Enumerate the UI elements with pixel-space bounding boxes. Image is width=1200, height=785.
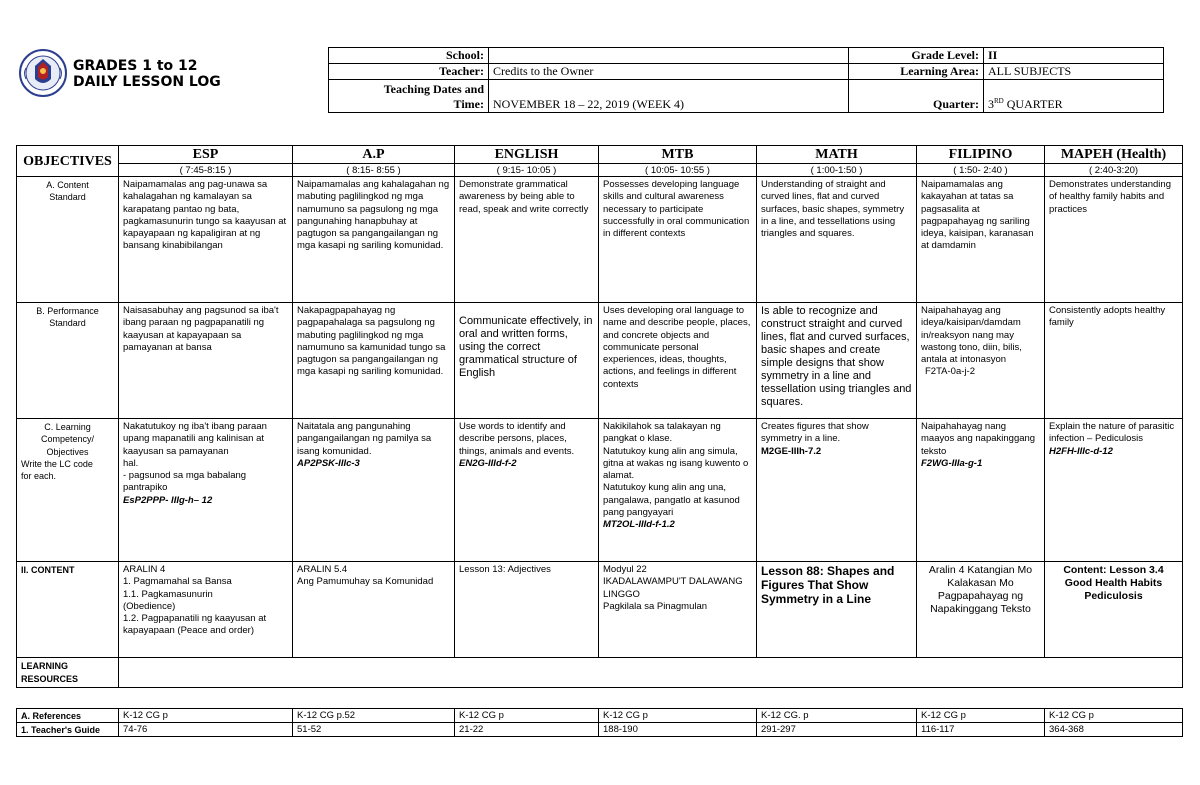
content-label: II. CONTENT <box>17 562 119 658</box>
content-mtb-line: IKADALAWAMPU'T DALAWANG LINGGO <box>603 576 743 600</box>
competency-esp-line: Nakatutukoy ng iba't ibang paraan upang mapanatili ang kalinisan at kaayusan sa pamayanan <box>123 421 267 457</box>
competency-ap-code: AP2PSK-IIIc-3 <box>297 457 360 469</box>
references-table <box>16 708 1183 737</box>
time-esp: ( 7:45-8:15 ) <box>119 164 293 177</box>
reference-ap: K-12 CG p.52 <box>293 709 455 723</box>
competency-math-code: M2GE-IIIh-7.2 <box>761 445 822 457</box>
content-math-text: Lesson 88: Shapes and Figures That Show Symmetry in a Line <box>761 564 895 606</box>
content-standard-ap: Naipamamalas ang kahalagahan ng mabuting paglilingkod ng mga namumuno sa pagsulong ng mga pangunahing hanapbuhay at pagtugon sa pangangailangan ng mga kasapi ng sariling komunidad. <box>293 177 455 303</box>
reference-math: K-12 CG. p <box>757 709 917 723</box>
performance-standard-english-text: Communicate effectively, in oral and written forms, using the correct grammatical structure of English <box>459 315 593 379</box>
competency-label-1: C. Learning <box>44 422 91 432</box>
content-standard-label <box>17 177 119 303</box>
content-esp-line: 1.1. Pagkamasunurin <box>123 588 213 600</box>
quarter-number: 3 <box>988 97 994 111</box>
competency-label-2: Competency/ <box>40 434 95 445</box>
guide-english: 21-22 <box>455 723 599 737</box>
content-standard-label-2: Standard <box>49 192 86 203</box>
competency-math-text: Creates figures that show symmetry in a line. <box>761 421 869 445</box>
time-english: ( 9:15- 10:05 ) <box>455 164 599 177</box>
content-standard-esp: Naipamamalas ang pag-unawa sa kahalagahan ng kamalayan sa karapatang pantao ng bata, pagkamasunurin tungo sa kaayusan at kapayapaan ng kapaligiran at ng bansang kinabibilangan <box>119 177 293 303</box>
competency-filipino-text: Naipahahayag nang maayos ang napakinggang teksto <box>921 421 1036 457</box>
subject-mtb: MTB <box>599 146 757 164</box>
performance-standard-esp: Naisasabuhay ang pagsunod sa iba't ibang paraan ng pagpapanatili ng kaayusan at kapayapaan sa pamayanan at bansa <box>119 303 293 419</box>
performance-standard-mtb: Uses developing oral language to name and describe people, places, and concrete objects and communicate personal experiences, ideas, thoughts, actions, and feelings in different contexts <box>599 303 757 419</box>
performance-standard-ap: Nakapagpapahayag ng pagpapahalaga sa pagsulong ng mabuting paglilingkod ng mga namumuno sa kamunidad tungo sa pagtugon sa pangangailangan ng mga kasapi ng sariling komunidad. <box>293 303 455 419</box>
subject-ap: A.P <box>293 146 455 164</box>
competency-mapeh <box>1045 419 1183 562</box>
teacher-value: Credits to the Owner <box>489 64 849 80</box>
competency-mtb-line: Natutukoy kung alin ang una, pangalawa, pangatlo at kasunod pang pangyayari <box>603 482 740 519</box>
subject-math: MATH <box>757 146 917 164</box>
quarter-suffix: RD <box>994 97 1004 105</box>
school-value <box>489 48 849 64</box>
competency-esp-line: - pagsunod sa mga babalang pantrapiko <box>123 470 247 494</box>
competency-esp-code: EsP2PPP- IIIg-h– 12 <box>123 494 213 506</box>
learning-resources-label-2: RESOURCES <box>21 673 79 684</box>
guide-math: 291-297 <box>757 723 917 737</box>
competency-mapeh-code: H2FH-IIIc-d-12 <box>1049 445 1113 457</box>
performance-standard-filipino-text: Naipahahayag ang ideya/kaisipan/damdam in/reaksyon nang may wastong tono, diin, bilis, antala at intonasyon <box>921 305 1022 366</box>
lesson-log-table <box>16 145 1183 688</box>
time-math: ( 1:00-1:50 ) <box>757 164 917 177</box>
performance-standard-filipino-code: F2TA-0a-j-2 <box>925 366 975 378</box>
quarter-word: QUARTER <box>1003 97 1063 111</box>
learning-area-value: ALL SUBJECTS <box>984 64 1164 80</box>
competency-mtb <box>599 419 757 562</box>
content-ap-line: Ang Pamumuhay sa Komunidad <box>297 576 434 588</box>
teachers-guide-label: 1. Teacher's Guide <box>17 723 119 737</box>
competency-ap <box>293 419 455 562</box>
competency-label-5: for each. <box>21 471 57 482</box>
competency-english-text: Use words to identify and describe persons, places, things, animals and events. <box>459 421 575 457</box>
learning-resources-label <box>17 658 119 688</box>
learning-area-label: Learning Area: <box>849 64 984 80</box>
content-mapeh <box>1045 562 1183 658</box>
content-english: Lesson 13: Adjectives <box>455 562 599 658</box>
reference-mtb: K-12 CG p <box>599 709 757 723</box>
reference-english: K-12 CG p <box>455 709 599 723</box>
performance-standard-english <box>455 303 599 419</box>
performance-standard-label <box>17 303 119 419</box>
objectives-label: OBJECTIVES <box>17 146 119 177</box>
content-standard-english: Demonstrate grammatical awareness by being able to read, speak and write correctly <box>455 177 599 303</box>
content-ap <box>293 562 455 658</box>
content-esp-line: 1. Pagmamahal sa Bansa <box>123 576 232 588</box>
competency-mtb-code: MT2OL-IIId-f-1.2 <box>603 519 675 531</box>
grade-level-value: II <box>984 48 1164 64</box>
teacher-label: Teacher: <box>329 64 489 80</box>
time-mapeh: ( 2:40-3:20) <box>1045 164 1183 177</box>
competency-english-code: EN2G-IIId-f-2 <box>459 457 517 469</box>
competency-math <box>757 419 917 562</box>
performance-standard-filipino <box>917 303 1045 419</box>
time-mtb: ( 10:05- 10:55 ) <box>599 164 757 177</box>
competency-ap-text: Naitatala ang pangunahing pangangailangan ng pamilya sa isang komunidad. <box>297 421 432 457</box>
deped-seal-icon <box>18 46 68 106</box>
performance-standard-label-1: B. Performance <box>36 306 99 316</box>
grade-level-label: Grade Level: <box>849 48 984 64</box>
guide-ap: 51-52 <box>293 723 455 737</box>
content-esp-line: 1.2. Pagpapanatili ng kaayusan at kapayapaan (Peace and order) <box>123 613 267 637</box>
content-standard-mapeh: Demonstrates understanding of healthy family habits and practices <box>1045 177 1183 303</box>
competency-esp <box>119 419 293 562</box>
school-label: School: <box>329 48 489 64</box>
content-esp-line: (Obedience) <box>123 600 176 612</box>
competency-mtb-line: Nakikilahok sa talakayan ng pangkat o klase. <box>603 421 721 445</box>
teaching-dates-label <box>329 80 489 113</box>
competency-label-3: Objectives <box>46 446 89 457</box>
competency-english <box>455 419 599 562</box>
teaching-dates-value: NOVEMBER 18 – 22, 2019 (WEEK 4) <box>489 80 849 113</box>
teaching-dates-label-1: Teaching Dates and <box>383 82 484 96</box>
learning-resources-label-1: LEARNING <box>21 661 68 672</box>
competency-label-4: Write the LC code <box>21 458 93 469</box>
competency-mapeh-text: Explain the nature of parasitic infection – Pediculosis <box>1049 421 1175 445</box>
content-standard-math: Understanding of straight and curved lines, flat and curved surfaces, basic shapes, symmetry in a line, and tessellations using triangles and squares. <box>757 177 917 303</box>
performance-standard-math-text: Is able to recognize and construct straight and curved lines, flat and curved surfaces, basic shapes and create simple designs that show symmetry in a line and tessellation using triangles and squares. <box>761 305 912 408</box>
time-ap: ( 8:15- 8:55 ) <box>293 164 455 177</box>
guide-esp: 74-76 <box>119 723 293 737</box>
header-info-table <box>328 47 1164 113</box>
title-line-1: GRADES 1 to 12 <box>73 58 198 74</box>
competency-label <box>17 419 119 562</box>
reference-mapeh: K-12 CG p <box>1045 709 1183 723</box>
reference-filipino: K-12 CG p <box>917 709 1045 723</box>
content-ap-line: ARALIN 5.4 <box>297 564 348 575</box>
content-standard-mtb: Possesses developing language skills and cultural awareness necessary to participate successfully in oral communication in different contexts <box>599 177 757 303</box>
title-line-2: DAILY LESSON LOG <box>73 74 221 90</box>
competency-filipino-code: F2WG-IIIa-g-1 <box>921 457 983 469</box>
content-esp-line: ARALIN 4 <box>123 564 166 575</box>
time-filipino: ( 1:50- 2:40 ) <box>917 164 1045 177</box>
content-standard-filipino: Naipamamalas ang kakayahan at tatas sa pagsasalita at pagpapahayag ng sariling ideya, kaisipan, karanasan at damdamin <box>917 177 1045 303</box>
performance-standard-math <box>757 303 917 419</box>
competency-filipino <box>917 419 1045 562</box>
content-mtb-line: Modyul 22 <box>603 564 647 575</box>
guide-mapeh: 364-368 <box>1045 723 1183 737</box>
guide-filipino: 116-117 <box>917 723 1045 737</box>
quarter-value <box>984 80 1164 113</box>
references-label: A. References <box>17 709 119 723</box>
competency-esp-line: hal. <box>123 457 139 469</box>
content-mapeh-text: Content: Lesson 3.4 Good Health Habits Pediculosis <box>1063 564 1164 602</box>
subject-mapeh: MAPEH (Health) <box>1045 146 1183 164</box>
content-math <box>757 562 917 658</box>
performance-standard-label-2: Standard <box>49 318 86 329</box>
performance-standard-mapeh: Consistently adopts healthy family <box>1045 303 1183 419</box>
subject-esp: ESP <box>119 146 293 164</box>
teaching-dates-label-2: Time: <box>453 97 484 111</box>
subject-english: ENGLISH <box>455 146 599 164</box>
content-mtb-line: Pagkilala sa Pinagmulan <box>603 600 708 612</box>
content-standard-label-1: A. Content <box>46 180 89 190</box>
content-esp <box>119 562 293 658</box>
content-filipino-text: Aralin 4 Katangian Mo Kalakasan Mo Pagpapahayag ng Napakinggang Teksto <box>928 564 1033 615</box>
title-block <box>73 58 221 90</box>
guide-mtb: 188-190 <box>599 723 757 737</box>
reference-esp: K-12 CG p <box>119 709 293 723</box>
quarter-label: Quarter: <box>849 80 984 113</box>
subject-filipino: FILIPINO <box>917 146 1045 164</box>
content-filipino <box>917 562 1045 658</box>
content-mtb <box>599 562 757 658</box>
learning-resources-cell <box>119 658 1183 688</box>
competency-mtb-line: Natutukoy kung alin ang simula, gitna at wakas ng isang kuwento o alamat. <box>603 445 749 482</box>
